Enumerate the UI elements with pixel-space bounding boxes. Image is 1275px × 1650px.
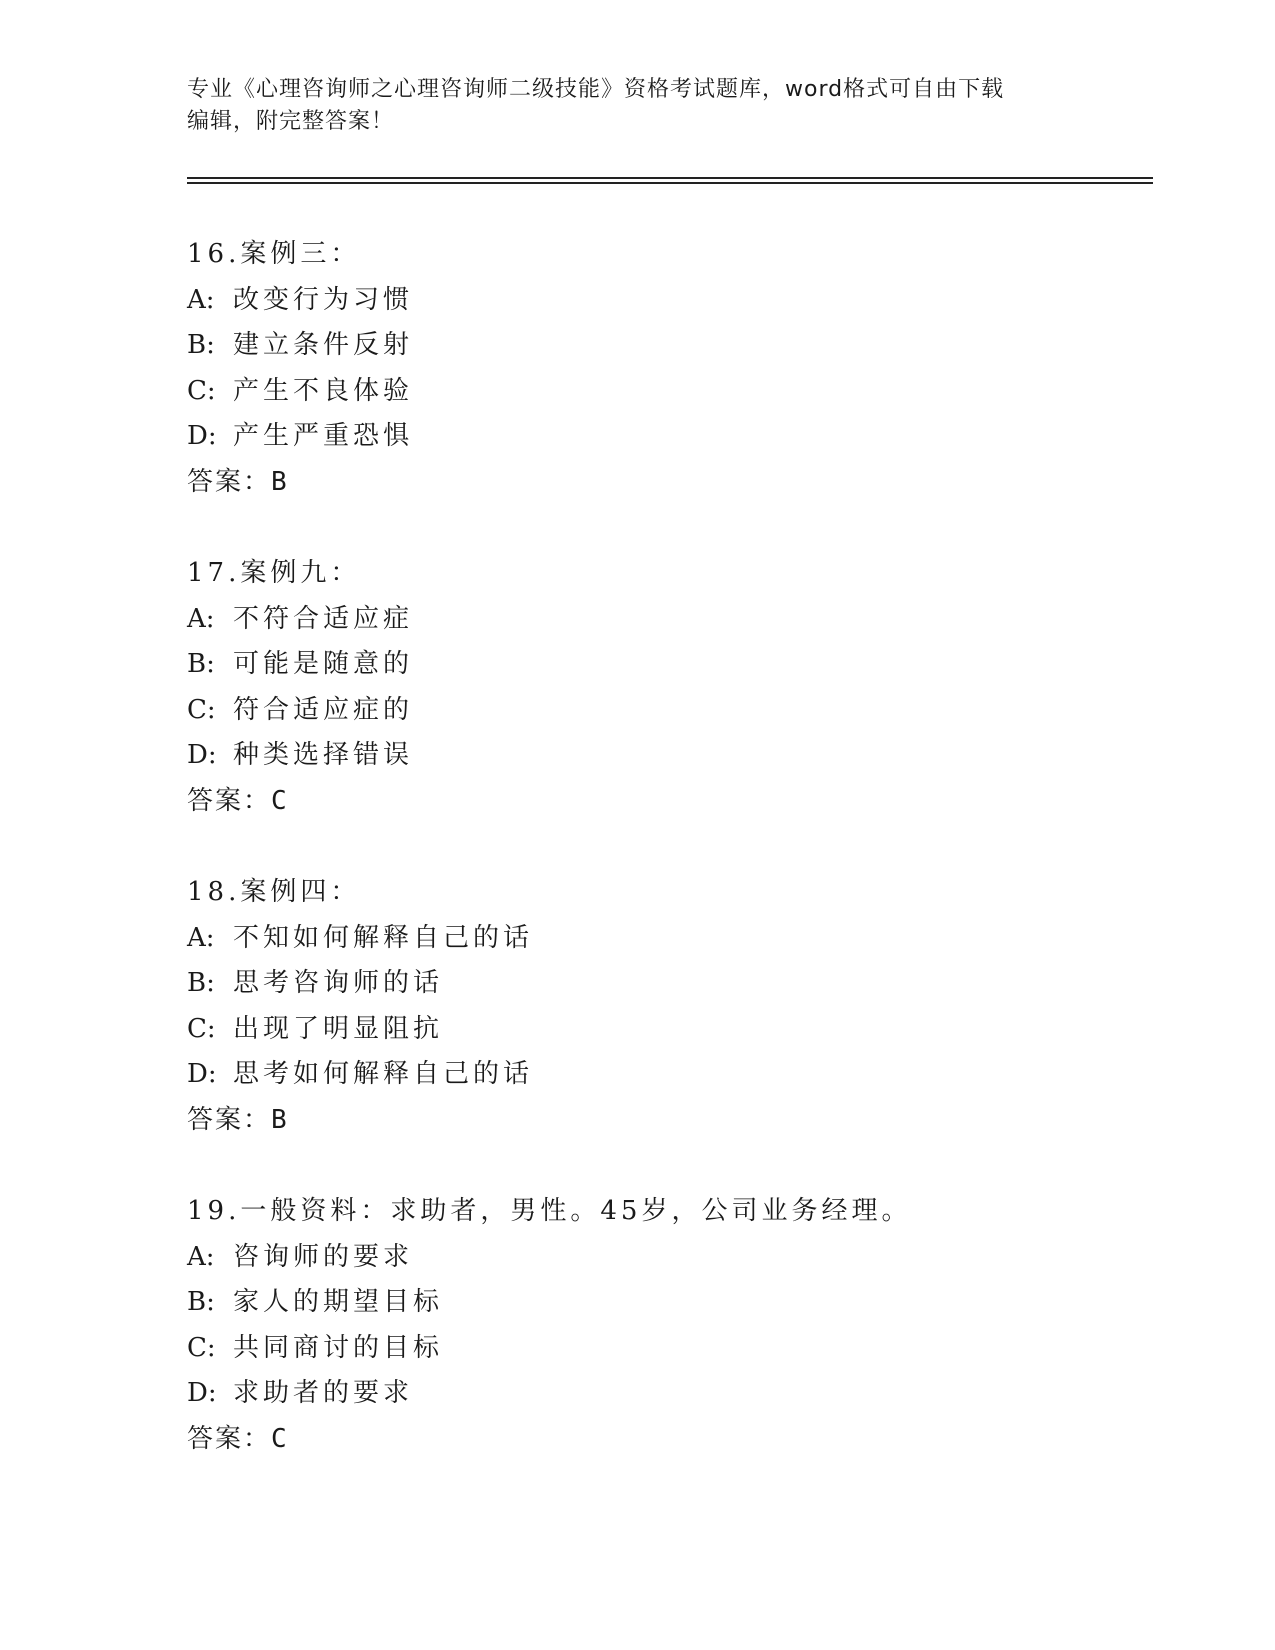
question-number: 16. xyxy=(187,239,241,269)
option-text: 思考咨询师的话 xyxy=(233,968,444,998)
option-text: 不符合适应症 xyxy=(233,603,414,634)
option-c xyxy=(187,369,1147,415)
header-rule-top xyxy=(187,177,1153,179)
option-text: 建立条件反射 xyxy=(233,330,414,360)
question-text: 一般资料：求助者，男性。45岁，公司业务经理。 xyxy=(240,1196,912,1226)
option-key: C: xyxy=(187,1332,216,1363)
option-text: 可能是随意的 xyxy=(233,649,414,679)
question-number: 18. xyxy=(187,877,241,907)
option-a xyxy=(187,278,1147,324)
option-key: D: xyxy=(187,421,217,451)
question-text: 案例三： xyxy=(240,239,361,269)
question-16 xyxy=(187,232,1147,505)
option-key: C: xyxy=(187,375,216,406)
option-c xyxy=(187,1007,1147,1053)
answer-line xyxy=(187,1417,1147,1463)
option-text: 改变行为习惯 xyxy=(233,284,414,315)
option-text: 产生严重恐惧 xyxy=(233,421,414,451)
answer-label: 答案： xyxy=(187,466,272,497)
option-a xyxy=(187,916,1147,962)
question-number: 19. xyxy=(187,1196,241,1226)
option-key: A: xyxy=(187,603,215,634)
header-line-2: 编辑，附完整答案！ xyxy=(187,109,395,134)
answer-label: 答案： xyxy=(187,1104,272,1135)
answer-value: C xyxy=(271,1423,289,1454)
option-key: C: xyxy=(187,1013,216,1044)
option-text: 家人的期望目标 xyxy=(233,1287,444,1317)
option-text: 产生不良体验 xyxy=(233,375,414,406)
document-header xyxy=(187,74,1087,138)
option-key: B: xyxy=(187,330,215,360)
option-text: 符合适应症的 xyxy=(233,694,414,725)
question-stem xyxy=(187,232,1147,278)
option-text: 种类选择错误 xyxy=(233,740,414,770)
option-b xyxy=(187,323,1147,369)
question-text: 案例四： xyxy=(240,877,361,907)
option-text: 出现了明显阻抗 xyxy=(233,1013,444,1044)
answer-value: B xyxy=(271,1104,289,1135)
option-d xyxy=(187,1371,1147,1417)
option-key: A: xyxy=(187,1241,215,1272)
question-stem xyxy=(187,1189,1147,1235)
answer-value: B xyxy=(271,466,289,497)
option-a xyxy=(187,597,1147,643)
option-key: B: xyxy=(187,649,215,679)
answer-line xyxy=(187,460,1147,506)
option-c xyxy=(187,688,1147,734)
option-text: 不知如何解释自己的话 xyxy=(233,922,534,953)
option-key: B: xyxy=(187,1287,215,1317)
answer-label: 答案： xyxy=(187,1423,272,1454)
option-text: 求助者的要求 xyxy=(233,1378,414,1408)
option-b xyxy=(187,1280,1147,1326)
option-key: D: xyxy=(187,1059,217,1089)
question-stem xyxy=(187,551,1147,597)
header-line-1: 专业《心理咨询师之心理咨询师二级技能》资格考试题库，word格式可自由下载 xyxy=(187,77,1005,102)
option-c xyxy=(187,1326,1147,1372)
option-b xyxy=(187,642,1147,688)
answer-line xyxy=(187,779,1147,825)
option-text: 思考如何解释自己的话 xyxy=(233,1059,534,1089)
option-key: B: xyxy=(187,968,215,998)
option-d xyxy=(187,414,1147,460)
option-key: D: xyxy=(187,740,217,770)
option-a xyxy=(187,1235,1147,1281)
question-number: 17. xyxy=(187,558,241,588)
option-key: C: xyxy=(187,694,216,725)
question-17 xyxy=(187,551,1147,824)
question-list xyxy=(187,232,1147,1508)
option-text: 共同商讨的目标 xyxy=(233,1332,444,1363)
header-rule-bottom xyxy=(187,182,1153,184)
answer-label: 答案： xyxy=(187,785,272,816)
option-b xyxy=(187,961,1147,1007)
option-key: A: xyxy=(187,922,215,953)
question-text: 案例九： xyxy=(240,558,361,588)
option-key: D: xyxy=(187,1378,217,1408)
answer-value: C xyxy=(271,785,289,816)
question-18 xyxy=(187,870,1147,1143)
option-key: A: xyxy=(187,284,215,315)
question-stem xyxy=(187,870,1147,916)
option-text: 咨询师的要求 xyxy=(233,1241,414,1272)
answer-line xyxy=(187,1098,1147,1144)
option-d xyxy=(187,1052,1147,1098)
option-d xyxy=(187,733,1147,779)
question-19 xyxy=(187,1189,1147,1462)
